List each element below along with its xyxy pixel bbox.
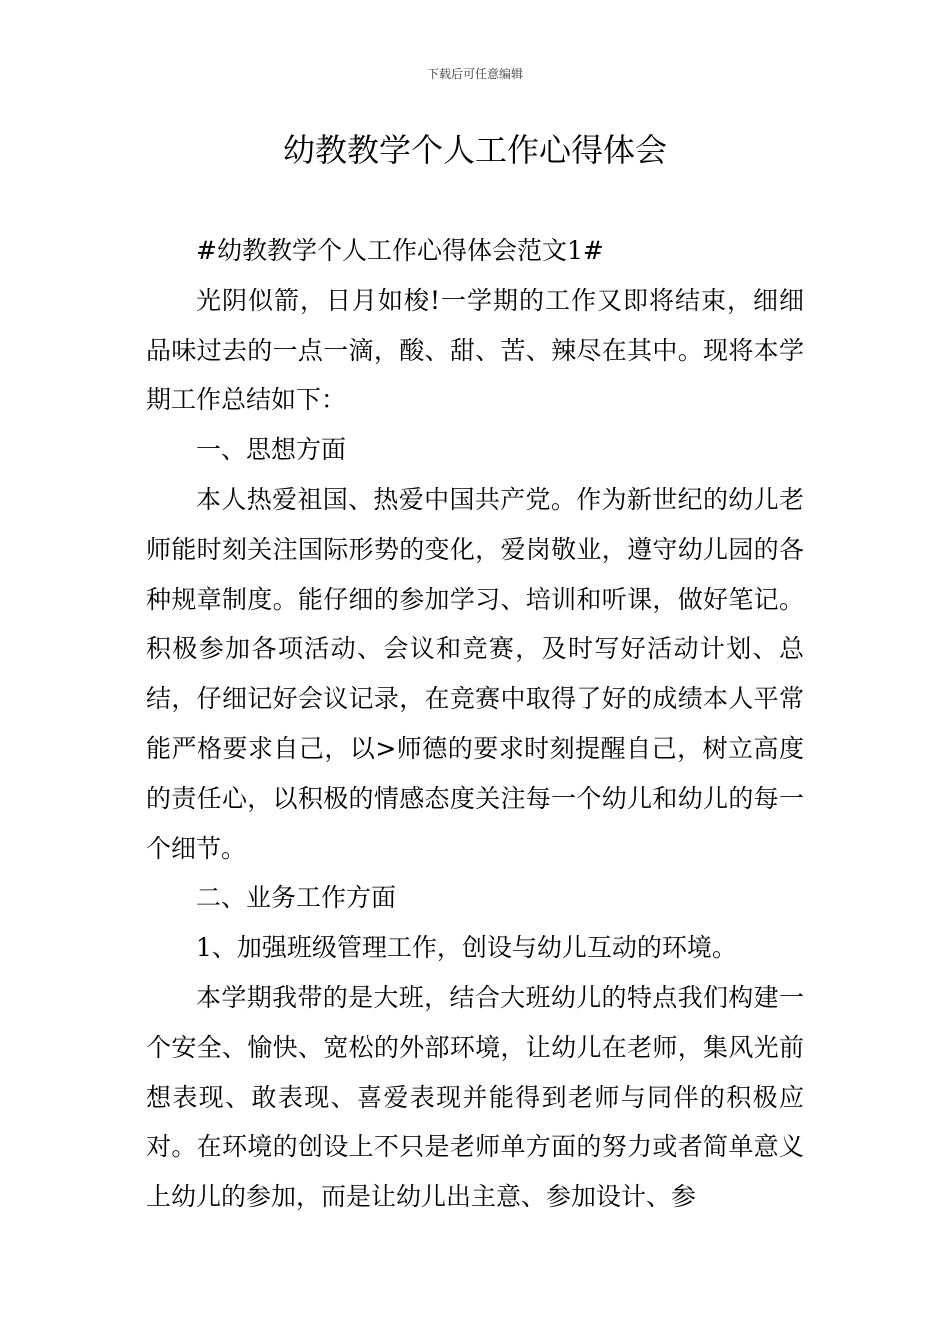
header-note: 下载后可任意编辑: [426, 67, 523, 81]
heading-ideology: 一、思想方面: [196, 435, 347, 465]
heading-work: 二、业务工作方面: [196, 883, 397, 913]
intro-paragraph: 光阴似箭，日月如梭!一学期的工作又即将结束，细细品味过去的一点一滴，酸、甜、苦、辣尽在其中。现将本学期工作总结如下：: [146, 285, 804, 415]
document-title: 幼教教学个人工作心得体会: [282, 131, 667, 169]
document-body: [146, 226, 804, 1222]
section-label: #幼教教学个人工作心得体会范文1#: [196, 236, 604, 265]
class-management-paragraph: 本学期我带的是大班，结合大班幼儿的特点我们构建一个安全、愉快、宽松的外部环境，让幼儿在老师，集风光前想表现、敢表现、喜爱表现并能得到老师与同伴的积极应对。在环境的创设上不只是老师单方面的努力或者简单意义上幼儿的参加，而是让幼儿出主意、参加设计、参: [146, 982, 804, 1212]
subheading-class-management: 1、加强班级管理工作，创设与幼儿互动的环境。: [196, 933, 737, 963]
ideology-paragraph: 本人热爱祖国、热爱中国共产党。作为新世纪的幼儿老师能时刻关注国际形势的变化，爱岗敬业，遵守幼儿园的各种规章制度。能仔细的参加学习、培训和听课，做好笔记。积极参加各项活动、会议和竞赛，及时写好活动计划、总结，仔细记好会议记录，在竞赛中取得了好的成绩本人平常能严格要求自己，以>师德的要求时刻提醒自己，树立高度的责任心，以积极的情感态度关注每一个幼儿和幼儿的每一个细节。: [146, 484, 804, 863]
